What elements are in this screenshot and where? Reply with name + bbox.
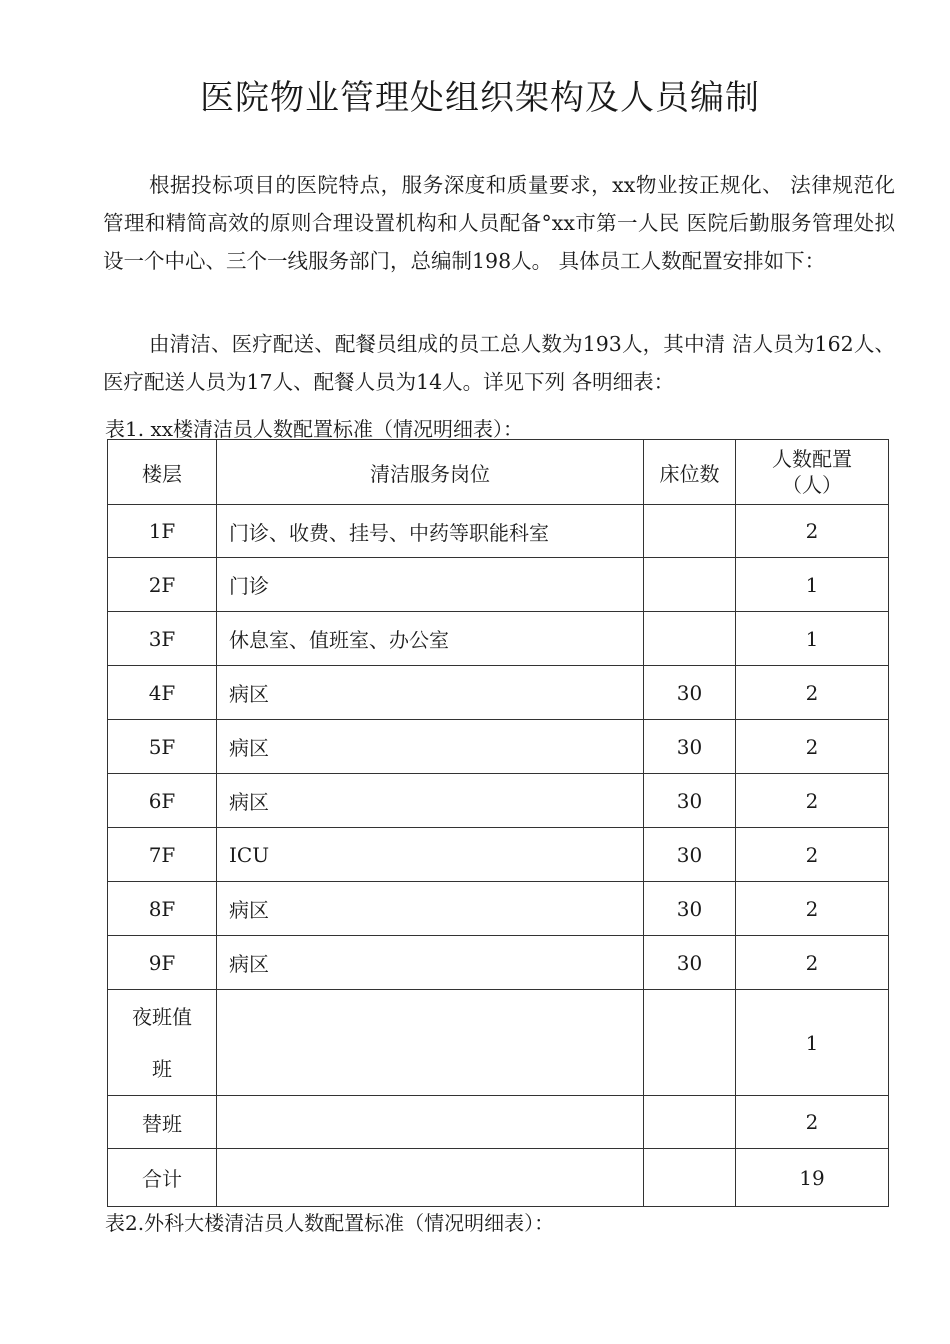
cell-post: 病区 (217, 666, 644, 720)
cell-beds (644, 558, 736, 612)
table2-caption: 表2.外科大楼清洁员人数配置标准（情况明细表）： (105, 1211, 555, 1235)
cell-staff: 1 (736, 990, 889, 1096)
cell-staff: 2 (736, 936, 889, 990)
cell-floor: 5F (108, 720, 217, 774)
table-row (108, 612, 889, 666)
cell-staff: 1 (736, 558, 889, 612)
header-staff (736, 440, 889, 505)
cell-beds (644, 505, 736, 558)
cell-floor: 1F (108, 505, 217, 558)
cell-floor: 4F (108, 666, 217, 720)
cell-floor: 3F (108, 612, 217, 666)
table-row (108, 990, 889, 1096)
document-title: 医院物业管理处组织架构及人员编制 (200, 78, 760, 118)
header-staff-line2: （人） (782, 473, 842, 497)
cell-staff: 2 (736, 666, 889, 720)
cell-floor: 替班 (108, 1096, 217, 1149)
cell-post: ICU (217, 828, 644, 882)
cell-post: 门诊、收费、挂号、中药等职能科室 (217, 505, 644, 558)
cell-floor: 合计 (108, 1149, 217, 1207)
cell-staff: 2 (736, 774, 889, 828)
cell-beds: 30 (644, 936, 736, 990)
table1-caption: 表1. xx楼清洁员人数配置标准（情况明细表）： (105, 417, 523, 441)
table-row (108, 558, 889, 612)
table-row (108, 720, 889, 774)
cell-beds (644, 1096, 736, 1149)
cell-post: 病区 (217, 774, 644, 828)
cleaning-staff-table (107, 439, 889, 1207)
cell-post (217, 1149, 644, 1207)
cell-beds: 30 (644, 828, 736, 882)
table-row (108, 828, 889, 882)
cell-staff: 19 (736, 1149, 889, 1207)
table-row (108, 505, 889, 558)
table-row (108, 666, 889, 720)
cell-beds: 30 (644, 720, 736, 774)
cell-floor: 2F (108, 558, 217, 612)
header-post: 清洁服务岗位 (217, 440, 644, 505)
cell-post: 休息室、值班室、办公室 (217, 612, 644, 666)
cell-staff: 2 (736, 505, 889, 558)
cell-post: 病区 (217, 882, 644, 936)
cell-floor-line1: 夜班值 (132, 1004, 192, 1029)
intro-paragraph: 根据投标项目的医院特点，服务深度和质量要求，xx物业按正规化、 法律规范化管理和精简高效的原则合理设置机构和人员配备°xx市第一人民 医院后勤服务管理处拟设一个中心、三个一线服务部门，总编制198人。 具体员工人数配置安排如下： (103, 173, 895, 273)
cell-floor (108, 990, 217, 1096)
cell-floor-line2: 班 (152, 1056, 172, 1081)
table-total-row (108, 1149, 889, 1207)
header-beds: 床位数 (644, 440, 736, 505)
cell-beds (644, 990, 736, 1096)
cell-beds (644, 1149, 736, 1207)
cell-beds (644, 612, 736, 666)
cell-staff: 2 (736, 1096, 889, 1149)
header-staff-line1: 人数配置 (772, 447, 852, 471)
cell-beds: 30 (644, 774, 736, 828)
cell-staff: 2 (736, 828, 889, 882)
table-header-row (108, 440, 889, 505)
cell-beds: 30 (644, 882, 736, 936)
table-row (108, 1096, 889, 1149)
cell-floor: 6F (108, 774, 217, 828)
cell-floor: 8F (108, 882, 217, 936)
cell-post: 病区 (217, 720, 644, 774)
cell-beds: 30 (644, 666, 736, 720)
cell-post (217, 1096, 644, 1149)
table-row (108, 774, 889, 828)
cell-post (217, 990, 644, 1096)
cell-floor: 9F (108, 936, 217, 990)
staff-summary-paragraph: 由清洁、医疗配送、配餐员组成的员工总人数为193人，其中清 洁人员为162人、医疗配送人员为17人、配餐人员为14人。详见下列 各明细表： (103, 332, 895, 394)
cell-post: 门诊 (217, 558, 644, 612)
table-row (108, 936, 889, 990)
cell-staff: 1 (736, 612, 889, 666)
cell-staff: 2 (736, 882, 889, 936)
header-floor: 楼层 (108, 440, 217, 505)
cell-staff: 2 (736, 720, 889, 774)
cell-post: 病区 (217, 936, 644, 990)
table-row (108, 882, 889, 936)
cell-floor: 7F (108, 828, 217, 882)
